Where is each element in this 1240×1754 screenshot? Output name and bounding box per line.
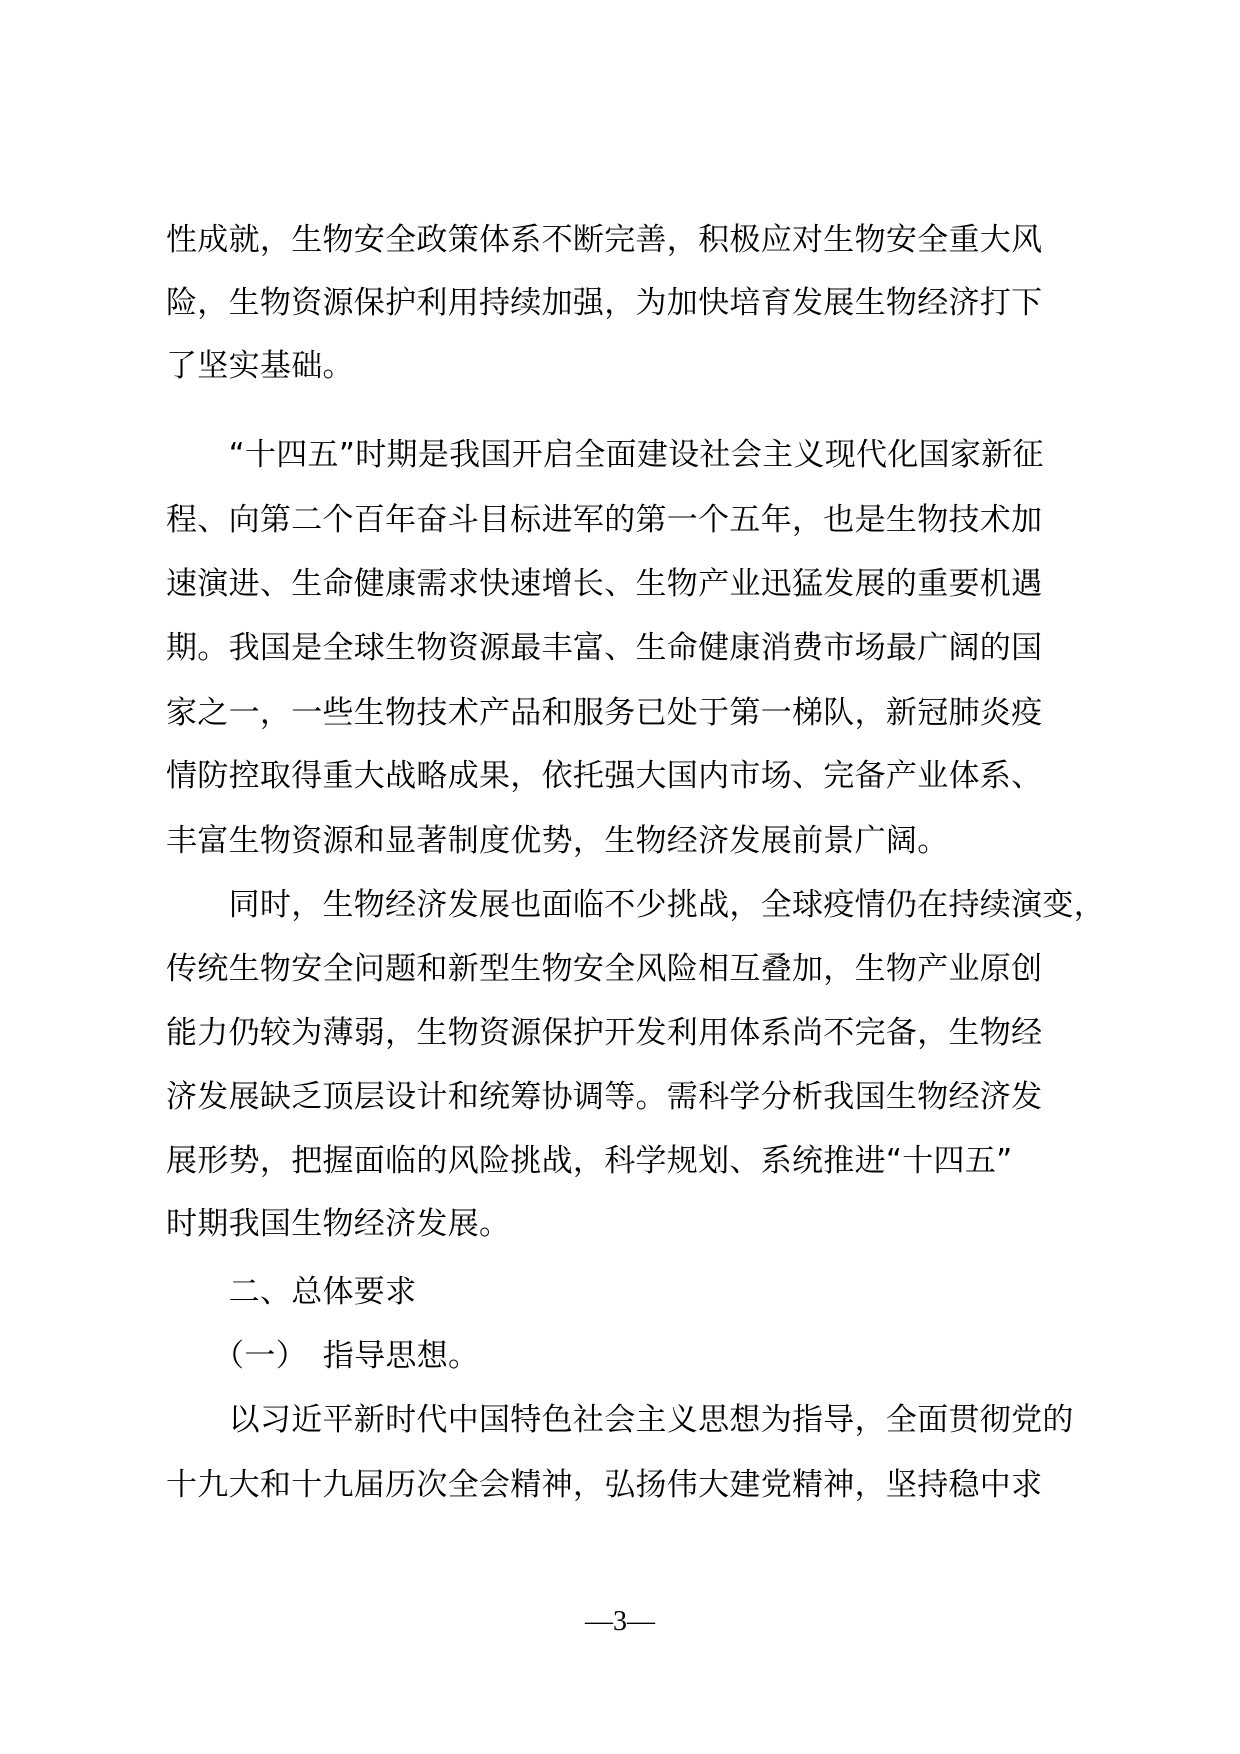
body-text-line-20: 十九大和十九届历次全会精神，弘扬伟大建党精神，坚持稳中求 [166, 1467, 1043, 1503]
body-text-line-11: 同时，生物经济发展也面临不少挑战，全球疫情仍在持续演变， [166, 887, 1105, 923]
body-text-line-7: 期。我国是全球生物资源最丰富、生命健康消费市场最广阔的国 [166, 630, 1043, 666]
page-number: —3— [585, 1606, 655, 1637]
body-text-line-15: 展形势，把握面临的风险挑战，科学规划、系统推进“十四五” [166, 1143, 1013, 1179]
body-text-line-1: 性成就，生物安全政策体系不断完善，积极应对生物安全重大风 [166, 222, 1043, 258]
body-text-line-12: 传统生物安全问题和新型生物安全风险相互叠加，生物产业原创 [166, 951, 1043, 987]
body-text-line-10: 丰富生物资源和显著制度优势，生物经济发展前景广阔。 [166, 823, 949, 859]
section-heading: 二、总体要求 [166, 1274, 417, 1310]
body-text-line-6: 速演进、生命健康需求快速增长、生物产业迅猛发展的重要机遇 [166, 566, 1043, 602]
subsection-heading: （一） 指导思想。 [166, 1338, 480, 1374]
body-text-line-16: 时期我国生物经济发展。 [166, 1206, 511, 1242]
body-text-line-19: 以习近平新时代中国特色社会主义思想为指导，全面贯彻党的 [166, 1402, 1074, 1438]
body-text-line-14: 济发展缺乏顶层设计和统筹协调等。需科学分析我国生物经济发 [166, 1079, 1043, 1115]
body-text-line-8: 家之一，一些生物技术产品和服务已处于第一梯队，新冠肺炎疫 [166, 695, 1043, 731]
body-text-line-9: 情防控取得重大战略成果，依托强大国内市场、完备产业体系、 [166, 758, 1043, 794]
body-text-line-13: 能力仍较为薄弱，生物资源保护开发利用体系尚不完备，生物经 [166, 1015, 1043, 1051]
body-text-line-3: 了坚实基础。 [166, 348, 354, 384]
body-text-line-4: “十四五”时期是我国开启全面建设社会主义现代化国家新征 [166, 437, 1044, 473]
body-text-line-2: 险，生物资源保护利用持续加强，为加快培育发展生物经济打下 [166, 285, 1043, 321]
body-text-line-5: 程、向第二个百年奋斗目标进军的第一个五年，也是生物技术加 [166, 502, 1043, 538]
